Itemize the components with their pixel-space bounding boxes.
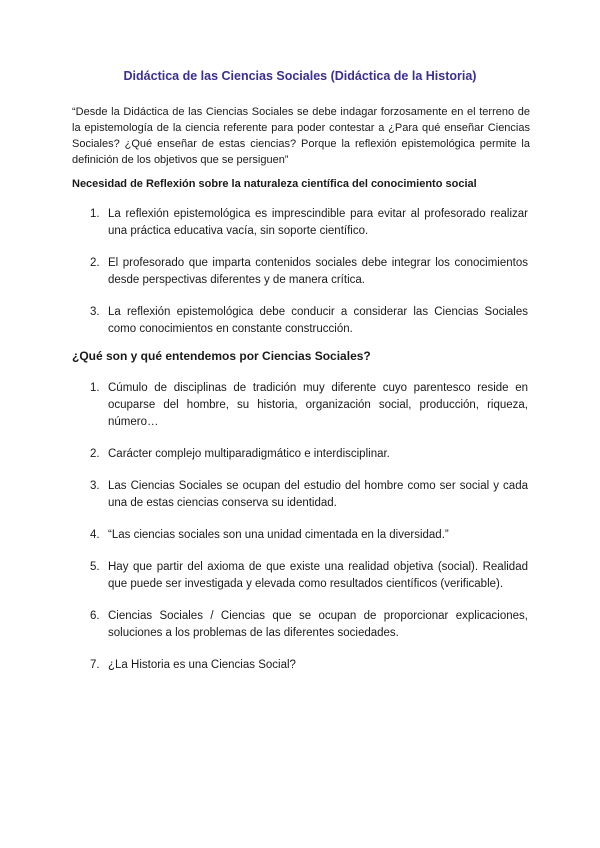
section-heading-reflexion: Necesidad de Reflexión sobre la naturaleza científica del conocimiento social <box>72 178 477 190</box>
intro-quote: “Desde la Didáctica de las Ciencias Sociales se debe indagar forzosamente en el terreno de la epistemología de la ciencia referente para poder contestar a ¿Para qué enseñar Ciencias Sociales? ¿Qué enseñar de estas ciencias? Porque la reflexión epistemológica permite la definición de los objetivos que se persiguen” <box>72 106 530 166</box>
list-item-text: El profesorado que imparta contenidos sociales debe integrar los conocimientos desde perspectivas diferentes y de manera crítica. <box>108 257 528 286</box>
list-item-number: 5. <box>90 561 100 573</box>
list-item <box>72 559 528 593</box>
list-item-number: 1. <box>90 208 100 220</box>
list-item-text: Cúmulo de disciplinas de tradición muy diferente cuyo parentesco reside en ocuparse del hombre, su historia, organización social, producción, riqueza, número… <box>108 382 528 428</box>
list-item-number: 6. <box>90 610 100 622</box>
list-item-text: Carácter complejo multiparadigmático e interdisciplinar. <box>108 448 390 460</box>
list-item-number: 7. <box>90 659 100 671</box>
list-item-number: 3. <box>90 306 100 318</box>
list-item <box>72 657 528 674</box>
list-item <box>72 304 528 338</box>
list-item-text: ¿La Historia es una Ciencias Social? <box>108 659 296 671</box>
list-item-text: Ciencias Sociales / Ciencias que se ocupan de proporcionar explicaciones, soluciones a los problemas de las diferentes sociedades. <box>108 610 528 639</box>
list-item-number: 3. <box>90 480 100 492</box>
list-item-number: 2. <box>90 257 100 269</box>
list-item <box>72 527 528 544</box>
list-item-text: Hay que partir del axioma de que existe una realidad objetiva (social). Realidad que puede ser investigada y elevada como resultados científicos (verificable). <box>108 561 528 590</box>
list-item <box>72 206 528 240</box>
list-item <box>72 608 528 642</box>
list-item-text: “Las ciencias sociales son una unidad cimentada en la diversidad.” <box>108 529 449 541</box>
list-item <box>72 380 528 431</box>
reflexion-list <box>72 206 528 353</box>
list-item-number: 4. <box>90 529 100 541</box>
list-item <box>72 255 528 289</box>
list-item-text: La reflexión epistemológica debe conducir a considerar las Ciencias Sociales como conocimientos en constante construcción. <box>108 306 528 335</box>
list-item-text: La reflexión epistemológica es imprescindible para evitar al profesorado realizar una práctica educativa vacía, sin soporte científico. <box>108 208 528 237</box>
list-item <box>72 446 528 463</box>
list-item-number: 2. <box>90 448 100 460</box>
list-item-number: 1. <box>90 382 100 394</box>
ciencias-sociales-list <box>72 380 528 689</box>
list-item <box>72 478 528 512</box>
list-item-text: Las Ciencias Sociales se ocupan del estudio del hombre como ser social y cada una de estas ciencias conserva su identidad. <box>108 480 528 509</box>
document-title: Didáctica de las Ciencias Sociales (Didáctica de la Historia) <box>123 69 477 83</box>
section-heading-ciencias-sociales: ¿Qué son y qué entendemos por Ciencias Sociales? <box>72 349 371 363</box>
